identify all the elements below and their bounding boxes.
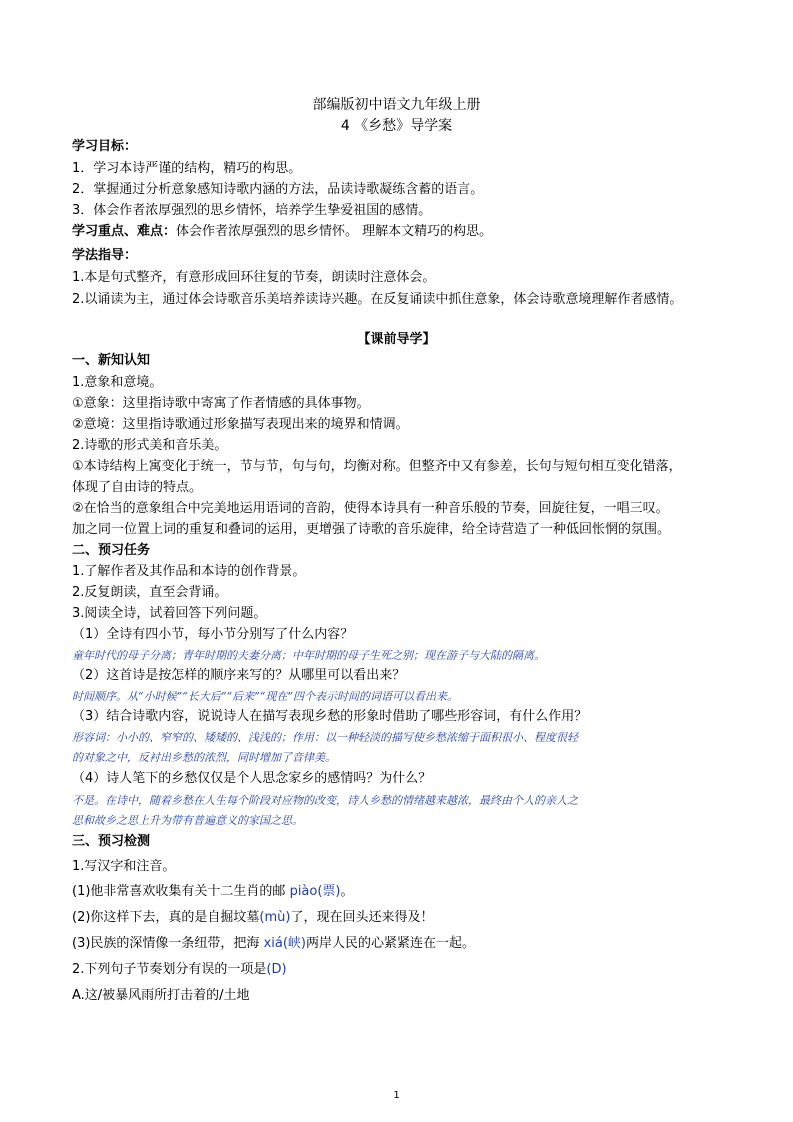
part1-line: ①本诗结构上寓变化于统一，节与节，句与句，均衡对称。但整齐中又有参差，长句与短句相互变化错落， bbox=[72, 459, 682, 474]
fill-answer: piào(票) bbox=[289, 884, 341, 899]
part1-line: ②意境：这里指诗歌通过形象描写表现出来的境界和情调。 bbox=[72, 417, 409, 432]
part1-line: 1.意象和意境。 bbox=[72, 375, 163, 390]
answer: 思和故乡之思上升为带有普遍意义的家国之思。 bbox=[72, 814, 303, 827]
part1-heading: 一、新知认知 bbox=[72, 353, 151, 368]
fill-item: (3)民族的深情像一条纽带，把海 xiá(峡)两岸人民的心紧紧连在一起。 bbox=[72, 936, 475, 951]
objective-item: 3．体会作者浓厚强烈的思乡情怀，培养学生挚爱祖国的感情。 bbox=[72, 203, 432, 218]
question: （3）结合诗歌内容，说说诗人在描写表现乡愁的形象时借助了哪些形容词，有什么作用？ bbox=[72, 709, 588, 724]
fill-answer: xiá(峡) bbox=[263, 936, 306, 951]
answer: 形容词：小小的、窄窄的、矮矮的、浅浅的；作用：以一种轻淡的描写使乡愁浓缩于面积很小、程度很轻 bbox=[72, 731, 578, 744]
part1-line: 加之同一位置上词的重复和叠词的运用，更增强了诗歌的音乐旋律，给全诗营造了一种低回怅惘的氛围。 bbox=[72, 522, 671, 537]
fill-answer: (mù) bbox=[259, 910, 291, 925]
part2-line: 3.阅读全诗，试着回答下列问题。 bbox=[72, 606, 267, 621]
option-a: A.这/被暴风雨所打击着的/土地 bbox=[72, 988, 250, 1003]
question: （4）诗人笔下的乡愁仅仅是个人思念家乡的感情吗？为什么？ bbox=[72, 771, 432, 786]
section-title: 【课前导学】 bbox=[357, 332, 436, 347]
answer: 不是。在诗中，随着乡愁在人生每个阶段对应物的改变，诗人乡愁的情绪越来越浓，最终由个人的亲人之 bbox=[72, 794, 578, 807]
method-item: 1.本是句式整齐，有意形成回环往复的节奏，朗读时注意体会。 bbox=[72, 270, 436, 285]
question: （1）全诗有四小节，每小节分别写了什么内容？ bbox=[72, 627, 354, 642]
key-points-text: 体会作者浓厚强烈的思乡情怀。 理解本文精巧的构思。 bbox=[176, 224, 493, 239]
method-item: 2.以诵读为主，通过体会诗歌音乐美培养读诗兴趣。在反复诵读中抓住意象，体会诗歌意境理解作者感情。 bbox=[72, 292, 683, 307]
part1-line: 2.诗歌的形式美和音乐美。 bbox=[72, 438, 228, 453]
key-points-heading: 学习重点、难点： bbox=[72, 224, 177, 239]
doc-subtitle: 4 《乡愁》导学案 bbox=[340, 118, 453, 134]
question: （2）这首诗是按怎样的顺序来写的？从哪里可以看出来？ bbox=[72, 668, 406, 683]
page-number: 1 bbox=[393, 1090, 400, 1101]
doc-title: 部编版初中语文九年级上册 bbox=[312, 97, 481, 113]
part2-line: 1.了解作者及其作品和本诗的创作背景。 bbox=[72, 564, 306, 579]
part1-line: ①意象：这里指诗歌中寄寓了作者情感的具体事物。 bbox=[72, 396, 370, 411]
objectives-heading: 学习目标： bbox=[72, 139, 138, 154]
part3-heading: 三、预习检测 bbox=[72, 834, 151, 849]
part3-intro: 1.写汉字和注音。 bbox=[72, 859, 176, 874]
part2-line: 2.反复朗读，直至会背诵。 bbox=[72, 585, 228, 600]
method-heading: 学法指导： bbox=[72, 248, 138, 263]
key-points bbox=[72, 224, 492, 240]
objective-item: 1．学习本诗严谨的结构，精巧的构思。 bbox=[72, 161, 302, 176]
part1-line: 体现了自由诗的特点。 bbox=[72, 480, 203, 495]
fill-answer: (D) bbox=[266, 962, 287, 977]
answer: 时间顺序。从“小时候”“长大后”“后来”“现在”四个表示时间的词语可以看出来。 bbox=[72, 690, 458, 703]
answer: 的对象之中，反衬出乡愁的浓烈，同时增加了音律美。 bbox=[72, 751, 336, 764]
fill-item: (2)你这样下去，真的是自掘坟墓(mù)了，现在回头还来得及！ bbox=[72, 910, 434, 925]
objective-item: 2．掌握通过分析意象感知诗歌内涵的方法，品读诗歌凝练含蓄的语言。 bbox=[72, 182, 484, 197]
fill-item: (1)他非常喜欢收集有关十二生肖的邮 piào(票)。 bbox=[72, 884, 354, 899]
part2-heading: 二、预习任务 bbox=[72, 543, 151, 558]
part1-line: ②在恰当的意象组合中完美地运用语词的音韵，使得本诗具有一种音乐般的节奏，回旋往复，一唱三叹。 bbox=[72, 501, 669, 516]
answer: 童年时代的母子分离；青年时期的夫妻分离；中年时期的母子生死之别；现在游子与大陆的隔离。 bbox=[72, 649, 545, 662]
question-2: 2.下列句子节奏划分有误的一项是(D) bbox=[72, 962, 287, 977]
